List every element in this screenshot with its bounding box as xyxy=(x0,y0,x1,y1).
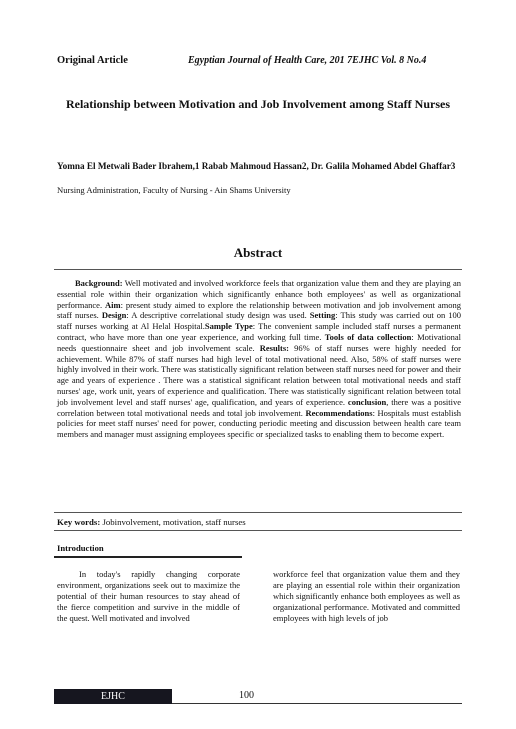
design-text: : A descriptive correlational study design was used. xyxy=(126,310,310,321)
keywords-text: Jobinvolvement, motivation, staff nurses xyxy=(100,517,246,527)
introduction-heading: Introduction xyxy=(57,543,104,553)
design-label: Design xyxy=(101,310,127,321)
affiliation: Nursing Administration, Faculty of Nursing - Ain Shams University xyxy=(57,185,291,195)
footer-journal-badge: EJHC xyxy=(54,689,172,704)
paper-title: Relationship between Motivation and Job Involvement among Staff Nurses xyxy=(65,97,450,111)
recommendations-text: : Hospitals must establish policies for meet staff nurses' need for power, conducting periodic meeting and discussion between health care team members and manager must assigning employees specific or specialized tasks to enabling them to become expert. xyxy=(57,407,462,440)
keywords-label: Key words: xyxy=(57,517,101,527)
keywords-rule xyxy=(54,530,462,531)
background-label: Background: xyxy=(75,278,123,288)
introduction-left-column: In today's rapidly changing corporate environment, organizations seek out to maximize the potential of their human resources to stay ahead of the fierce competition and survive in the middle of the quest. Well motivated and involved xyxy=(57,569,240,623)
background-text: Well motivated and involved workforce feels that organization value them and they are playing an essential role within their organization which significantly enhance both employees' as well as organizational performance. xyxy=(57,278,461,310)
abstract-bottom-rule xyxy=(54,512,462,513)
tools-text: : Motivational needs questionnaire sheet and job involvement scale. xyxy=(57,331,461,353)
abstract-body xyxy=(57,278,461,440)
introduction-right-column: workforce feel that organization value them and they are playing an essential role within their organization which significantly enhance both employees as well as organizational performance. Motivated and committed employees with high levels of job xyxy=(273,569,460,623)
sample-text: : The convenient sample included staff nurses a permanent contract, who have more than one year experience, and working full time. xyxy=(57,321,461,342)
conclusion-label: conclusion xyxy=(347,396,387,407)
introduction-rule xyxy=(54,556,242,558)
setting-label: Setting xyxy=(309,310,336,321)
aim-text: : present study aimed to explore the relationship between motivation and job involvement among staff nurses. xyxy=(57,299,461,321)
recommendations-label: Recommendations xyxy=(305,407,373,418)
sample-label: Sample Type xyxy=(204,321,253,332)
author-list: Yomna El Metwali Bader Ibrahem,1 Rabab Mahmoud Hassan2, Dr. Galila Mohamed Abdel Ghaffar3 xyxy=(57,161,456,171)
keywords-line xyxy=(57,517,246,527)
abstract-heading: Abstract xyxy=(233,245,283,260)
abstract-top-rule xyxy=(54,269,462,270)
aim-label: Aim xyxy=(104,299,121,310)
setting-text: : This study was carried out on 100 staff nurses working at Al Helal Hospital. xyxy=(57,310,461,332)
results-text: 96% of staff nurses were highly needed for achievement. While 87% of staff nurses had high level of total motivational need. Also, 58% of staff nurses were highly involved in their work. There was statistically significant relation between staff nurses need for power and their age and years of experience . There was a statistical significant relation between total motivational needs and staff nurses' age, work unit, years of experience and qualification. There was statistically significant relation between total job involvement level and staff nurses' age, qualification, and years of experience. xyxy=(57,342,461,407)
results-label: Results: xyxy=(259,342,290,353)
article-type: Original Article xyxy=(57,55,128,66)
conclusion-text: , there was a positive correlation between total motivational needs and total job involvement. xyxy=(57,396,461,418)
tools-label: Tools of data collection xyxy=(324,331,412,342)
footer-rule xyxy=(172,703,462,704)
journal-citation: Egyptian Journal of Health Care, 201 7EJHC Vol. 8 No.4 xyxy=(188,55,427,66)
page-number: 100 xyxy=(239,690,254,701)
